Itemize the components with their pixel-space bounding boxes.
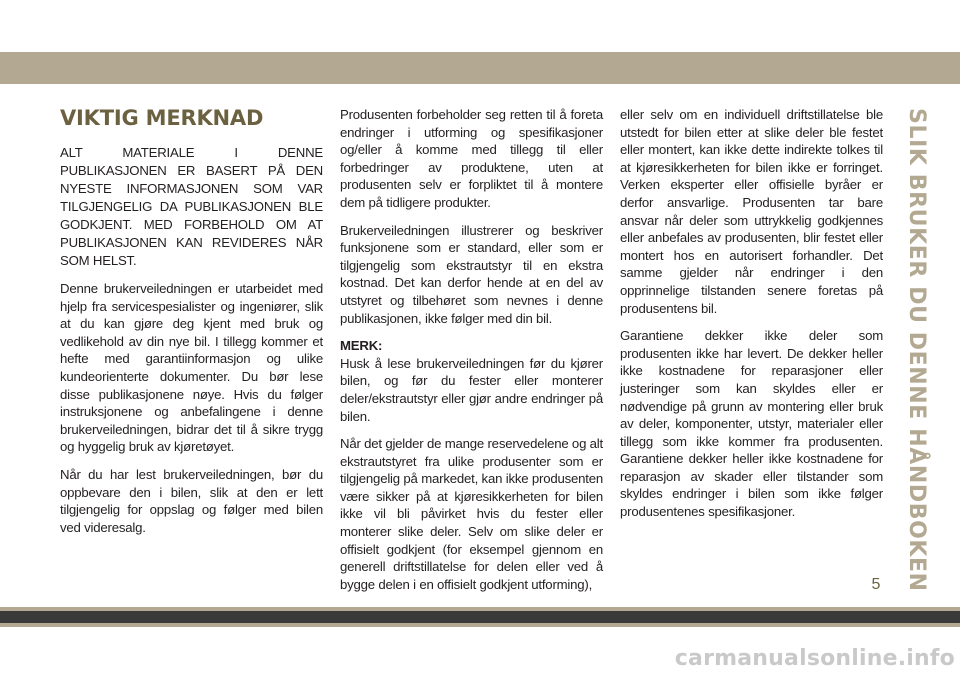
bottom-band: [0, 607, 960, 627]
paragraph: eller selv om en individuell driftstillatelse ble utstedt for bilen etter at slike deler ble festet eller montert, kan ikke dette indirekte tolkes til at kjøresikkerheten for bilen ikke er forringet. Verken eksperter eller offisielle byråer er derfor ansvarlige. Produsenten tar bare ansvar når deler som uttrykkelig godkjennes eller anbefales av produsenten, blir festet eller montert hos en autorisert forhandler. Det samme gjelder når endringer i den opprinnelige tilstanden senere foretas på produsentens bil.: [620, 107, 883, 316]
bottom-band-stripe: [0, 611, 960, 623]
watermark: carmanualsonline.info: [674, 646, 955, 671]
section-heading: VIKTIG MERKNAD: [60, 106, 264, 130]
note-label: MERK:: [340, 338, 383, 354]
paragraph: Produsenten forbeholder seg retten til å foreta endringer i utforming og spesifikasjoner og/eller å komme med tillegg til eller forbedringer av produktene, uten at produsenten selv er forpliktet til å montere dem på tidligere produkter.: [340, 107, 603, 210]
column-1: [60, 106, 323, 546]
column-3: [620, 106, 883, 531]
side-chapter-title: [893, 108, 933, 592]
page-number: 5: [871, 576, 881, 593]
paragraph: Brukerveiledningen illustrerer og beskriver funksjonene som er standard, eller som er tilgjengelig som ekstrautstyr til en ekstra kostnad. Det kan derfor hende at en del av utstyret og tilbehøret som nevnes i denne publikasjonen, ikke følger med din bil.: [340, 222, 603, 326]
note-text: Husk å lese brukerveiledningen før du kjører bilen, og før du fester eller monterer deler/ekstrautstyr eller gjør andre endringer på bilen.: [340, 355, 603, 424]
caps-notice: ALT MATERIALE I DENNE PUBLIKASJONEN ER BASERT PÅ DEN NYESTE INFORMASJONEN SOM VAR TILGJENGELIG DA PUBLIKASJONEN BLE GODKJENT. MED FORBEHOLD OM AT PUBLIKASJONEN KAN REVIDERES NÅR SOM HELST.: [60, 145, 323, 268]
paragraph: Når det gjelder de mange reservedelene og alt ekstrautstyret fra ulike produsenter som er tilgjengelig på markedet, kan ikke produsenten være sikker på at kjøresikkerheten for bilen ikke vil bli påvirket hvis du fester eller monterer slike deler. Selv om slike deler er offisielt godkjent (for eksempel gjennom en generell driftstillatelse for delen eller ved å bygge delen i en offisielt godkjent utforming),: [340, 436, 603, 592]
paragraph: Denne brukerveiledningen er utarbeidet med hjelp fra servicespesialister og ingeniører, slik at du kan gjøre deg kjent med bruk og vedlikehold av din nye bil. I tillegg kommer et hefte med garantiinformasjon og ulike kundeorienterte dokumenter. Du bør lese disse publikasjonene nøye. Hvis du følger instruksjonene og anbefalingene i denne brukerveiledningen, bidrar det til å sikre trygg og hyggelig bruk av kjøretøyet.: [60, 281, 323, 455]
paragraph: Garantiene dekker ikke deler som produsenten ikke har levert. De dekker heller ikke kostnadene for reparasjoner eller justeringer som kan skyldes eller er nødvendige på grunn av montering eller bruk av deler, komponenter, utstyr, materialer eller tillegg som ikke kommer fra produsenten. Garantiene dekker heller ikke kostnadene for reparasjon av skader eller tilstander som skyldes endringer i bilen som ikke følger produsentenes spesifikasjoner.: [620, 328, 883, 520]
side-chapter-title-text: SLIK BRUKER DU DENNE HÅNDBOKEN: [904, 108, 929, 592]
column-2: [340, 106, 603, 603]
top-band: [0, 52, 960, 84]
paragraph: Når du har lest brukerveiledningen, bør du oppbevare den i bilen, slik at den er lett tilgjengelig for oppslag og følger med bilen ved videresalg.: [60, 466, 323, 535]
